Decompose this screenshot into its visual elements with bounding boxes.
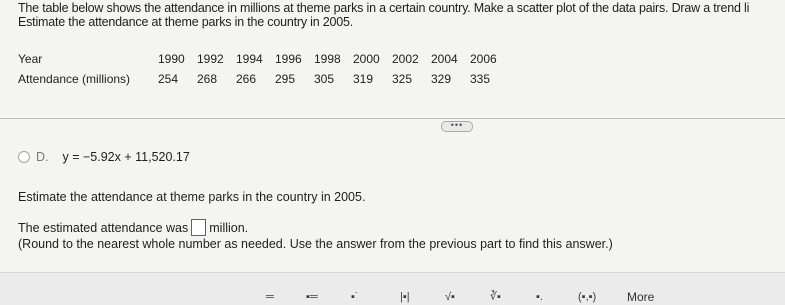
year-cell: 1990 xyxy=(158,52,185,66)
exponent-icon[interactable]: ▪˙ xyxy=(351,291,359,303)
option-d[interactable] xyxy=(18,150,190,164)
problem-intro xyxy=(18,1,749,29)
rounding-note: (Round to the nearest whole number as needed. Use the answer from the previous part to find this answer.) xyxy=(18,237,613,251)
year-cell: 1998 xyxy=(314,52,341,66)
section-divider xyxy=(0,118,785,119)
year-cell: 2006 xyxy=(470,52,497,66)
mixed-number-icon[interactable]: ▪═ xyxy=(306,291,318,303)
year-cell: 1996 xyxy=(275,52,302,66)
year-cell: 2002 xyxy=(392,52,419,66)
attendance-header: Attendance (millions) xyxy=(18,72,131,86)
answer-input[interactable] xyxy=(191,219,206,236)
answer-line xyxy=(18,219,248,236)
more-button[interactable]: More xyxy=(627,290,655,304)
option-d-letter: D. xyxy=(36,150,49,164)
year-header: Year xyxy=(18,52,43,66)
expand-button[interactable]: ••• xyxy=(441,121,473,132)
year-cell: 2000 xyxy=(353,52,380,66)
math-toolbar xyxy=(0,272,785,305)
intro-line-1: The table below shows the attendance in millions at theme parks in a certain country. Make a scatter plot of the data pairs. Draw a trend li xyxy=(18,1,750,15)
attendance-cell: 295 xyxy=(275,72,296,86)
year-cell: 1994 xyxy=(236,52,263,66)
attendance-cell: 319 xyxy=(353,72,374,86)
attendance-cell: 305 xyxy=(314,72,335,86)
option-d-equation: y = −5.92x + 11,520.17 xyxy=(62,150,190,164)
attendance-row xyxy=(18,69,509,89)
answer-prefix: The estimated attendance was xyxy=(18,220,189,235)
question-2: Estimate the attendance at theme parks in the country in 2005. xyxy=(18,190,366,204)
attendance-cell: 329 xyxy=(431,72,452,86)
attendance-cell: 254 xyxy=(158,72,179,86)
data-table xyxy=(18,49,509,89)
answer-suffix: million. xyxy=(209,220,249,235)
radio-icon[interactable] xyxy=(18,151,30,163)
attendance-cell: 335 xyxy=(470,72,491,86)
intro-line-2: Estimate the attendance at theme parks in the country in 2005. xyxy=(18,15,354,29)
year-cell: 1992 xyxy=(197,52,224,66)
absolute-value-icon[interactable]: |▪| xyxy=(400,291,410,303)
decimal-icon[interactable]: ▪. xyxy=(536,291,543,303)
year-row xyxy=(18,49,509,69)
attendance-cell: 268 xyxy=(197,72,218,86)
nth-root-icon[interactable]: ∛▪ xyxy=(490,291,501,303)
square-root-icon[interactable]: √▪ xyxy=(445,291,455,303)
attendance-cell: 266 xyxy=(236,72,257,86)
ordered-pair-icon[interactable]: (▪,▪) xyxy=(578,291,597,303)
year-cell: 2004 xyxy=(431,52,458,66)
attendance-cell: 325 xyxy=(392,72,413,86)
fraction-icon[interactable]: ═ xyxy=(266,291,274,303)
